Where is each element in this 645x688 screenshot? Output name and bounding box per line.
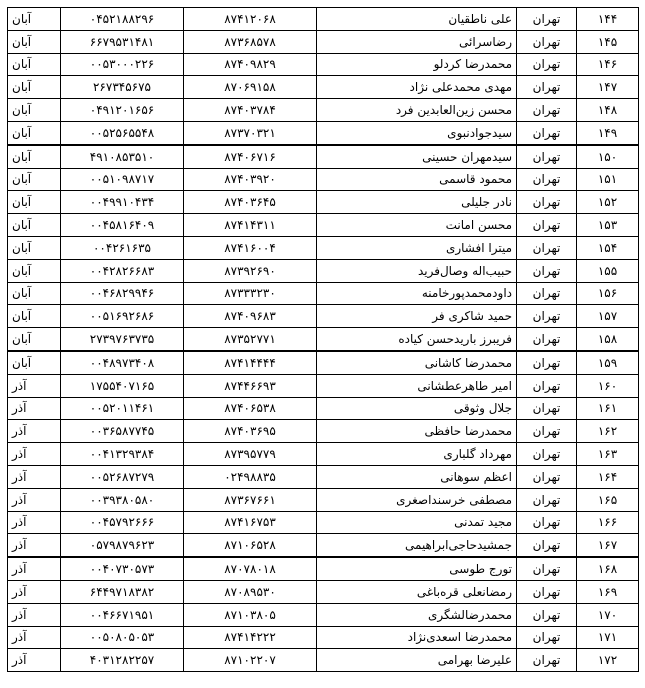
name-cell: حبیب‌اله وصال‌فرید bbox=[317, 259, 517, 282]
table-row bbox=[8, 534, 639, 557]
name-cell: محمدرضا حافظی bbox=[317, 420, 517, 443]
table-row bbox=[8, 99, 639, 122]
phone2-cell: ۰۰۴۰۷۳۰۵۷۳ bbox=[61, 557, 184, 580]
row-number-cell: ۱۷۰ bbox=[577, 603, 639, 626]
month-cell: آذر bbox=[8, 397, 61, 420]
phone2-cell: ۰۰۴۸۹۷۳۴۰۸ bbox=[61, 351, 184, 374]
row-number-cell: ۱۵۷ bbox=[577, 305, 639, 328]
name-cell: جمشیدحاجی‌ابراهیمی bbox=[317, 534, 517, 557]
phone1-cell: ۸۷۳۷۰۳۲۱ bbox=[184, 121, 317, 144]
city-cell: تهران bbox=[517, 397, 577, 420]
table-row bbox=[8, 374, 639, 397]
phone2-cell: ۰۰۵۲۵۶۵۵۴۸ bbox=[61, 121, 184, 144]
name-cell: مهرداد گلباری bbox=[317, 443, 517, 466]
row-number-cell: ۱۶۳ bbox=[577, 443, 639, 466]
phone2-cell: ۰۵۷۹۸۷۹۶۲۳ bbox=[61, 534, 184, 557]
row-number-cell: ۱۴۵ bbox=[577, 30, 639, 53]
phone2-cell: ۲۶۷۳۴۵۶۷۵ bbox=[61, 76, 184, 99]
phone1-cell: ۸۷۱۰۶۵۲۸ bbox=[184, 534, 317, 557]
name-cell: محسن امانت bbox=[317, 214, 517, 237]
row-number-cell: ۱۵۲ bbox=[577, 191, 639, 214]
phone2-cell: ۱۷۵۵۴۰۷۱۶۵ bbox=[61, 374, 184, 397]
row-number-cell: ۱۵۴ bbox=[577, 236, 639, 259]
phone2-cell: ۰۴۵۲۱۸۸۲۹۶ bbox=[61, 8, 184, 31]
name-cell: سیدجوادنبوی bbox=[317, 121, 517, 144]
city-cell: تهران bbox=[517, 236, 577, 259]
month-cell: آبان bbox=[8, 8, 61, 31]
row-number-cell: ۱۵۸ bbox=[577, 328, 639, 351]
name-cell: نادر جلیلی bbox=[317, 191, 517, 214]
month-cell: آبان bbox=[8, 259, 61, 282]
phone2-cell: ۰۰۵۱۶۹۲۶۸۶ bbox=[61, 305, 184, 328]
row-number-cell: ۱۵۵ bbox=[577, 259, 639, 282]
table-row bbox=[8, 8, 639, 31]
phone1-cell: ۸۷۴۱۴۲۲۲ bbox=[184, 626, 317, 649]
phone1-cell: ۸۷۴۰۳۶۴۵ bbox=[184, 191, 317, 214]
month-cell: آبان bbox=[8, 53, 61, 76]
phone1-cell: ۸۷۳۶۷۶۶۱ bbox=[184, 488, 317, 511]
city-cell: تهران bbox=[517, 30, 577, 53]
records-table bbox=[7, 7, 639, 672]
phone2-cell: ۰۰۳۶۵۸۷۷۴۵ bbox=[61, 420, 184, 443]
month-cell: آذر bbox=[8, 557, 61, 580]
phone1-cell: ۸۷۳۵۲۷۷۱ bbox=[184, 328, 317, 351]
phone1-cell: ۸۷۴۴۶۶۹۳ bbox=[184, 374, 317, 397]
name-cell: داودمحمدپورخامنه bbox=[317, 282, 517, 305]
row-number-cell: ۱۶۲ bbox=[577, 420, 639, 443]
records-table-body bbox=[8, 8, 639, 672]
name-cell: رضاسرائی bbox=[317, 30, 517, 53]
name-cell: مجید تمدنی bbox=[317, 511, 517, 534]
phone2-cell: ۰۰۳۹۳۸۰۵۸۰ bbox=[61, 488, 184, 511]
month-cell: آبان bbox=[8, 191, 61, 214]
row-number-cell: ۱۶۴ bbox=[577, 465, 639, 488]
phone2-cell: ۰۴۹۱۲۰۱۶۵۶ bbox=[61, 99, 184, 122]
phone2-cell: ۲۷۳۹۷۶۳۷۳۵ bbox=[61, 328, 184, 351]
name-cell: مهدی محمدعلی نژاد bbox=[317, 76, 517, 99]
table-row bbox=[8, 305, 639, 328]
row-number-cell: ۱۵۰ bbox=[577, 145, 639, 168]
table-row bbox=[8, 557, 639, 580]
phone1-cell: ۸۷۴۱۶۰۰۴ bbox=[184, 236, 317, 259]
city-cell: تهران bbox=[517, 351, 577, 374]
phone2-cell: ۴۰۳۱۲۸۲۲۵۷ bbox=[61, 649, 184, 672]
name-cell: تورج طوسی bbox=[317, 557, 517, 580]
row-number-cell: ۱۵۶ bbox=[577, 282, 639, 305]
month-cell: آبان bbox=[8, 214, 61, 237]
row-number-cell: ۱۴۸ bbox=[577, 99, 639, 122]
name-cell: سیدمهران حسینی bbox=[317, 145, 517, 168]
row-number-cell: ۱۴۶ bbox=[577, 53, 639, 76]
phone2-cell: ۰۰۴۲۶۱۶۳۵ bbox=[61, 236, 184, 259]
phone2-cell: ۶۴۴۹۷۱۸۳۸۲ bbox=[61, 580, 184, 603]
city-cell: تهران bbox=[517, 191, 577, 214]
phone2-cell: ۰۰۵۲۰۱۱۴۶۱ bbox=[61, 397, 184, 420]
name-cell: محمدرضا اسعدی‌نژاد bbox=[317, 626, 517, 649]
phone1-cell: ۸۷۴۰۳۶۹۵ bbox=[184, 420, 317, 443]
phone1-cell: ۸۷۴۰۹۸۲۹ bbox=[184, 53, 317, 76]
month-cell: آبان bbox=[8, 168, 61, 191]
name-cell: علی ناطقیان bbox=[317, 8, 517, 31]
row-number-cell: ۱۷۲ bbox=[577, 649, 639, 672]
table-row bbox=[8, 53, 639, 76]
city-cell: تهران bbox=[517, 259, 577, 282]
phone2-cell: ۰۰۵۰۸۰۵۰۵۳ bbox=[61, 626, 184, 649]
phone1-cell: ۸۷۳۹۲۶۹۰ bbox=[184, 259, 317, 282]
city-cell: تهران bbox=[517, 420, 577, 443]
city-cell: تهران bbox=[517, 603, 577, 626]
city-cell: تهران bbox=[517, 214, 577, 237]
phone1-cell: ۸۷۳۹۵۷۷۹ bbox=[184, 443, 317, 466]
row-number-cell: ۱۶۹ bbox=[577, 580, 639, 603]
name-cell: فریبرز باریدحسن کیاده bbox=[317, 328, 517, 351]
row-number-cell: ۱۶۵ bbox=[577, 488, 639, 511]
phone1-cell: ۸۷۴۰۳۷۸۴ bbox=[184, 99, 317, 122]
table-row bbox=[8, 328, 639, 351]
phone2-cell: ۰۰۴۶۶۷۱۹۵۱ bbox=[61, 603, 184, 626]
month-cell: آذر bbox=[8, 420, 61, 443]
table-row bbox=[8, 603, 639, 626]
phone1-cell: ۸۷۰۸۹۵۳۰ bbox=[184, 580, 317, 603]
phone2-cell: ۰۰۵۲۶۸۷۲۷۹ bbox=[61, 465, 184, 488]
city-cell: تهران bbox=[517, 649, 577, 672]
phone1-cell: ۸۷۴۱۴۴۴۴ bbox=[184, 351, 317, 374]
table-row bbox=[8, 76, 639, 99]
city-cell: تهران bbox=[517, 443, 577, 466]
city-cell: تهران bbox=[517, 534, 577, 557]
table-row bbox=[8, 191, 639, 214]
name-cell: اعظم سوهانی bbox=[317, 465, 517, 488]
phone2-cell: ۰۰۴۵۸۱۶۴۰۹ bbox=[61, 214, 184, 237]
row-number-cell: ۱۶۱ bbox=[577, 397, 639, 420]
table-row bbox=[8, 580, 639, 603]
city-cell: تهران bbox=[517, 328, 577, 351]
month-cell: آذر bbox=[8, 626, 61, 649]
month-cell: آبان bbox=[8, 351, 61, 374]
month-cell: آذر bbox=[8, 580, 61, 603]
table-row bbox=[8, 511, 639, 534]
table-row bbox=[8, 626, 639, 649]
month-cell: آذر bbox=[8, 649, 61, 672]
name-cell: محمدرضا کاشانی bbox=[317, 351, 517, 374]
city-cell: تهران bbox=[517, 8, 577, 31]
city-cell: تهران bbox=[517, 282, 577, 305]
table-row bbox=[8, 145, 639, 168]
table-row bbox=[8, 397, 639, 420]
phone1-cell: ۸۷۴۰۶۵۳۸ bbox=[184, 397, 317, 420]
row-number-cell: ۱۶۸ bbox=[577, 557, 639, 580]
row-number-cell: ۱۶۷ bbox=[577, 534, 639, 557]
month-cell: آذر bbox=[8, 603, 61, 626]
month-cell: آبان bbox=[8, 99, 61, 122]
phone2-cell: ۰۰۵۱۰۹۸۷۱۷ bbox=[61, 168, 184, 191]
row-number-cell: ۱۴۴ bbox=[577, 8, 639, 31]
city-cell: تهران bbox=[517, 121, 577, 144]
month-cell: آبان bbox=[8, 328, 61, 351]
city-cell: تهران bbox=[517, 580, 577, 603]
month-cell: آذر bbox=[8, 443, 61, 466]
city-cell: تهران bbox=[517, 99, 577, 122]
table-row bbox=[8, 121, 639, 144]
table-row bbox=[8, 168, 639, 191]
row-number-cell: ۱۴۷ bbox=[577, 76, 639, 99]
city-cell: تهران bbox=[517, 465, 577, 488]
row-number-cell: ۱۵۳ bbox=[577, 214, 639, 237]
city-cell: تهران bbox=[517, 305, 577, 328]
name-cell: محمدرضالشگری bbox=[317, 603, 517, 626]
phone1-cell: ۸۷۱۰۳۸۰۵ bbox=[184, 603, 317, 626]
table-row bbox=[8, 30, 639, 53]
month-cell: آبان bbox=[8, 282, 61, 305]
table-row bbox=[8, 259, 639, 282]
name-cell: جلال وثوقی bbox=[317, 397, 517, 420]
row-number-cell: ۱۵۱ bbox=[577, 168, 639, 191]
phone1-cell: ۸۷۴۰۶۷۱۶ bbox=[184, 145, 317, 168]
month-cell: آبان bbox=[8, 121, 61, 144]
month-cell: آذر bbox=[8, 465, 61, 488]
phone1-cell: ۸۷۰۷۸۰۱۸ bbox=[184, 557, 317, 580]
phone2-cell: ۰۰۴۶۸۲۹۹۴۶ bbox=[61, 282, 184, 305]
phone2-cell: ۰۰۴۹۹۱۰۴۳۴ bbox=[61, 191, 184, 214]
phone1-cell: ۸۷۴۱۲۰۶۸ bbox=[184, 8, 317, 31]
row-number-cell: ۱۶۰ bbox=[577, 374, 639, 397]
table-row bbox=[8, 443, 639, 466]
phone1-cell: ۸۷۴۱۴۳۱۱ bbox=[184, 214, 317, 237]
row-number-cell: ۱۴۹ bbox=[577, 121, 639, 144]
phone1-cell: ۸۷۴۰۳۹۲۰ bbox=[184, 168, 317, 191]
month-cell: آذر bbox=[8, 511, 61, 534]
table-row bbox=[8, 465, 639, 488]
city-cell: تهران bbox=[517, 557, 577, 580]
table-row bbox=[8, 420, 639, 443]
city-cell: تهران bbox=[517, 488, 577, 511]
table-row bbox=[8, 649, 639, 672]
phone2-cell: ۰۰۴۱۳۲۹۳۸۴ bbox=[61, 443, 184, 466]
phone2-cell: ۴۹۱۰۸۵۳۵۱۰ bbox=[61, 145, 184, 168]
month-cell: آذر bbox=[8, 374, 61, 397]
month-cell: آبان bbox=[8, 145, 61, 168]
name-cell: امیر طاهرعطشانی bbox=[317, 374, 517, 397]
month-cell: آذر bbox=[8, 534, 61, 557]
table-row bbox=[8, 214, 639, 237]
phone1-cell: ۰۲۴۹۸۸۳۵ bbox=[184, 465, 317, 488]
table-row bbox=[8, 282, 639, 305]
name-cell: رمضانعلی قره‌باغی bbox=[317, 580, 517, 603]
phone1-cell: ۸۷۴۱۶۷۵۳ bbox=[184, 511, 317, 534]
phone2-cell: ۰۰۴۲۸۲۶۶۸۳ bbox=[61, 259, 184, 282]
phone1-cell: ۸۷۴۰۹۶۸۳ bbox=[184, 305, 317, 328]
table-row bbox=[8, 351, 639, 374]
month-cell: آبان bbox=[8, 76, 61, 99]
month-cell: آذر bbox=[8, 488, 61, 511]
city-cell: تهران bbox=[517, 168, 577, 191]
month-cell: آبان bbox=[8, 236, 61, 259]
phone1-cell: ۸۷۱۰۲۲۰۷ bbox=[184, 649, 317, 672]
phone1-cell: ۸۷۳۶۸۵۷۸ bbox=[184, 30, 317, 53]
month-cell: آبان bbox=[8, 305, 61, 328]
city-cell: تهران bbox=[517, 626, 577, 649]
city-cell: تهران bbox=[517, 374, 577, 397]
name-cell: علیرضا بهرامی bbox=[317, 649, 517, 672]
name-cell: مصطفی خرسنداصغری bbox=[317, 488, 517, 511]
phone1-cell: ۸۷۳۳۳۲۳۰ bbox=[184, 282, 317, 305]
name-cell: میترا افشاری bbox=[317, 236, 517, 259]
phone1-cell: ۸۷۰۶۹۱۵۸ bbox=[184, 76, 317, 99]
row-number-cell: ۱۷۱ bbox=[577, 626, 639, 649]
name-cell: محمدرضا کردلو bbox=[317, 53, 517, 76]
row-number-cell: ۱۶۶ bbox=[577, 511, 639, 534]
name-cell: محسن زین‌العابدین فرد bbox=[317, 99, 517, 122]
city-cell: تهران bbox=[517, 511, 577, 534]
phone2-cell: ۶۶۷۹۵۳۱۴۸۱ bbox=[61, 30, 184, 53]
name-cell: محمود قاسمی bbox=[317, 168, 517, 191]
city-cell: تهران bbox=[517, 76, 577, 99]
city-cell: تهران bbox=[517, 145, 577, 168]
name-cell: حمید شاکری فر bbox=[317, 305, 517, 328]
table-row bbox=[8, 488, 639, 511]
phone2-cell: ۰۰۴۵۷۹۲۶۶۶ bbox=[61, 511, 184, 534]
table-row bbox=[8, 236, 639, 259]
month-cell: آبان bbox=[8, 30, 61, 53]
phone2-cell: ۰۰۵۳۰۰۰۲۲۶ bbox=[61, 53, 184, 76]
row-number-cell: ۱۵۹ bbox=[577, 351, 639, 374]
city-cell: تهران bbox=[517, 53, 577, 76]
